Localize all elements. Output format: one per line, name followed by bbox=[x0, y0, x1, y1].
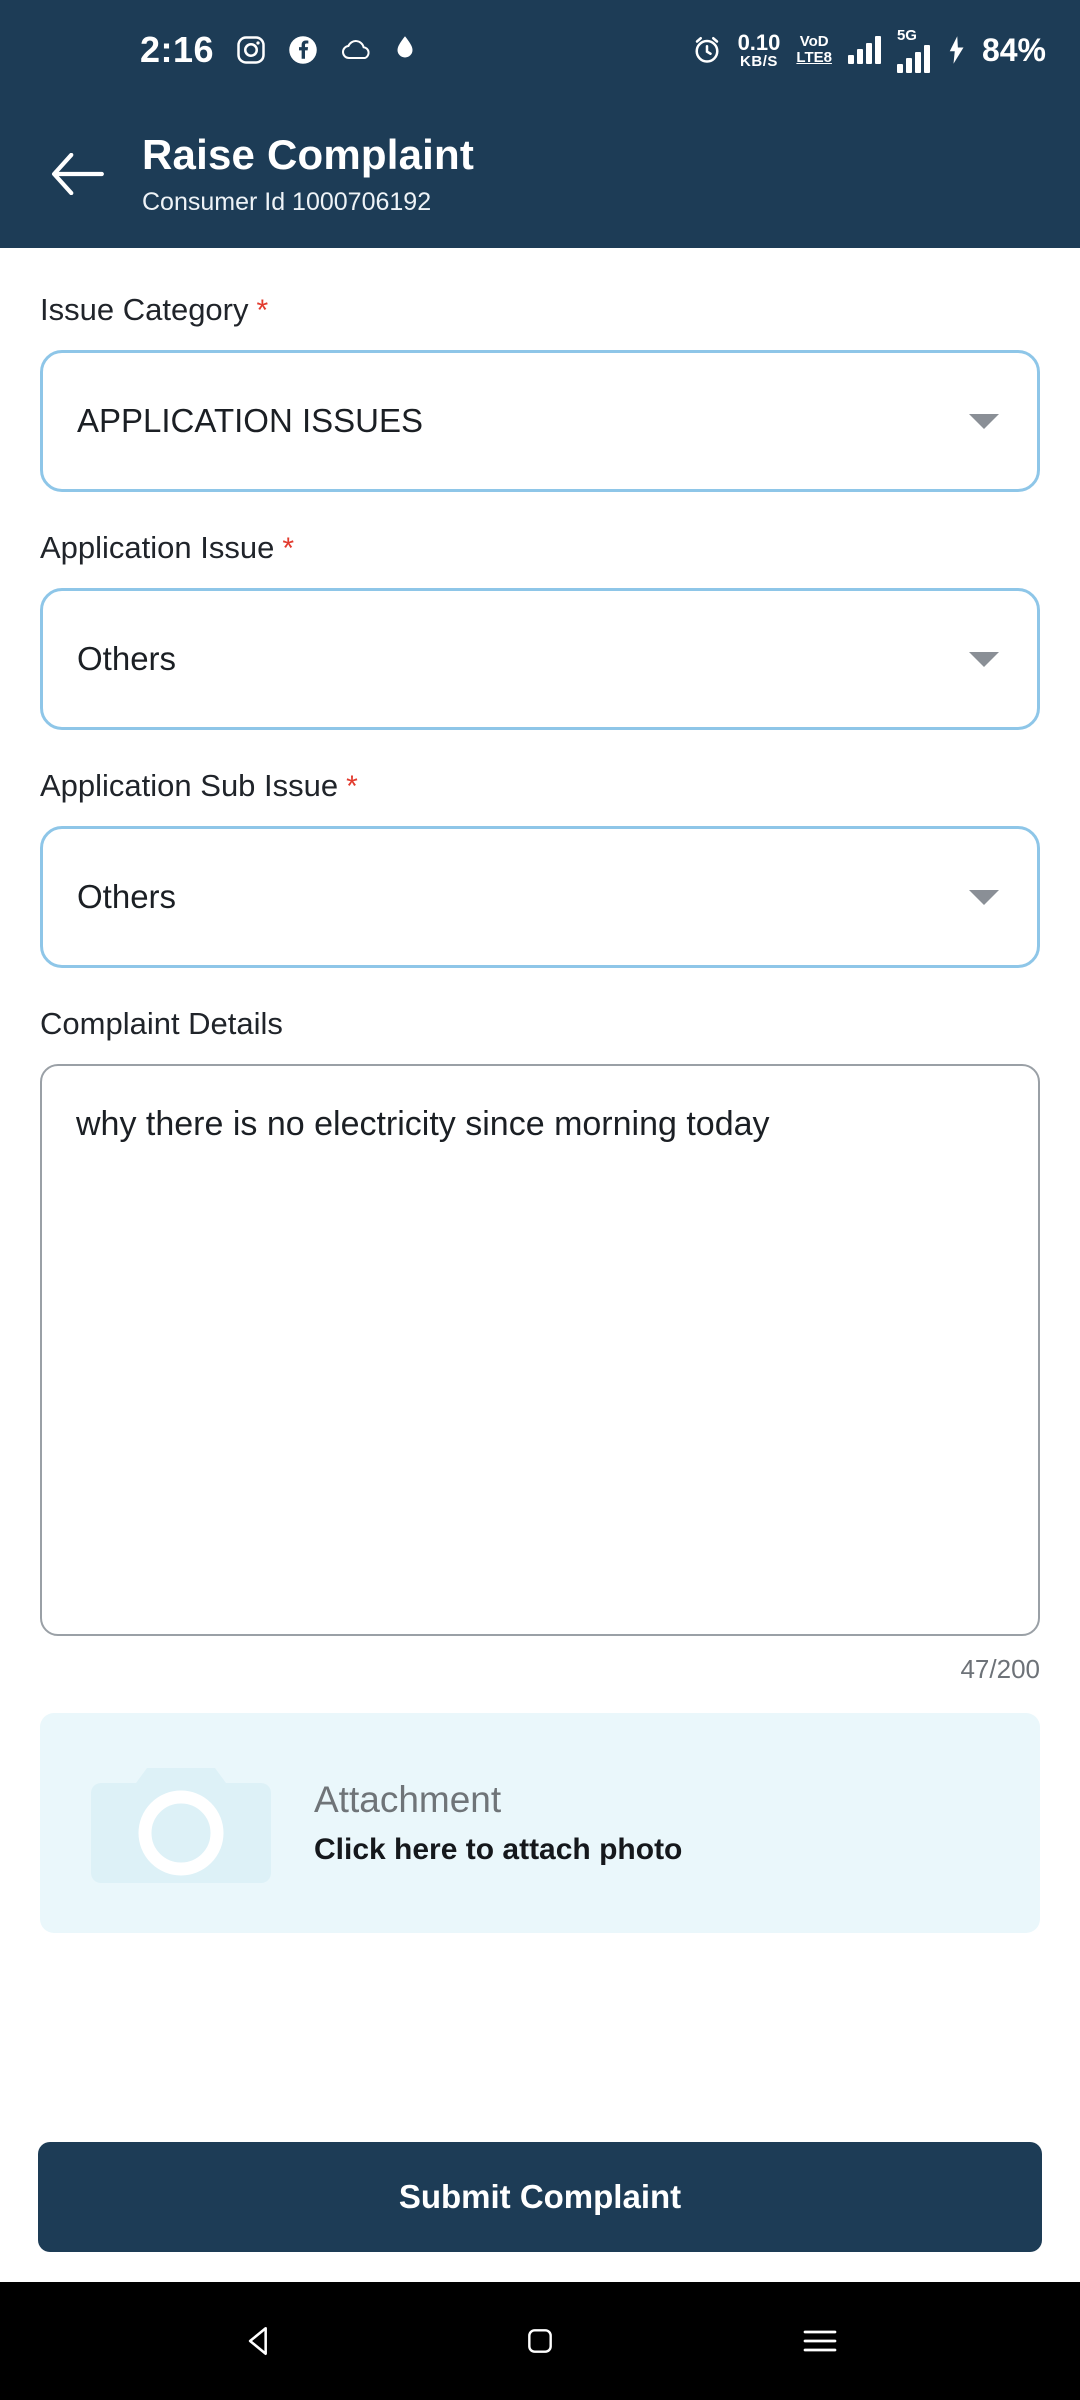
application-issue-label-text: Application Issue bbox=[40, 530, 275, 565]
network-speed-indicator bbox=[737, 29, 781, 70]
complaint-details-input[interactable] bbox=[40, 1064, 1040, 1636]
instagram-icon bbox=[236, 35, 266, 65]
drop-icon bbox=[394, 35, 416, 65]
issue-category-label bbox=[40, 292, 1040, 328]
charging-bolt-icon bbox=[946, 35, 966, 65]
chevron-down-icon bbox=[969, 652, 999, 667]
cloud-icon bbox=[340, 37, 372, 63]
volte-top-text: VoD bbox=[799, 33, 829, 51]
network-speed-unit: KB/S bbox=[740, 52, 778, 70]
chevron-down-icon bbox=[969, 414, 999, 429]
volte-bottom-text: LTE8 bbox=[796, 49, 832, 66]
signal-bars-sim1-icon bbox=[848, 36, 881, 64]
attachment-texts bbox=[314, 1779, 682, 1867]
application-sub-issue-value: Others bbox=[77, 878, 177, 915]
consumer-id-text: Consumer Id 1000706192 bbox=[142, 187, 432, 216]
character-counter: 47/200 bbox=[960, 1654, 1040, 1684]
nav-recents-icon[interactable] bbox=[775, 2296, 865, 2386]
status-bar bbox=[0, 0, 1080, 100]
issue-category-select[interactable] bbox=[40, 350, 1040, 492]
application-sub-issue-select[interactable] bbox=[40, 826, 1040, 968]
complaint-details-value: why there is no electricity since morning today bbox=[76, 1105, 770, 1143]
application-sub-issue-label bbox=[40, 768, 1040, 804]
submit-area bbox=[0, 2142, 1080, 2282]
facebook-icon bbox=[288, 35, 318, 65]
issue-category-label-text: Issue Category bbox=[40, 292, 249, 327]
application-issue-label bbox=[40, 530, 1040, 566]
application-issue-value: Others bbox=[77, 640, 177, 677]
attachment-card[interactable] bbox=[40, 1713, 1040, 1933]
complaint-details-label-text: Complaint Details bbox=[40, 1006, 283, 1041]
required-asterisk: * bbox=[256, 294, 269, 327]
required-asterisk: * bbox=[346, 770, 358, 803]
attachment-subtitle: Click here to attach photo bbox=[314, 1833, 683, 1866]
attachment-title: Attachment bbox=[314, 1779, 502, 1820]
complaint-details-label bbox=[40, 1006, 1040, 1042]
submit-complaint-button[interactable]: Submit Complaint bbox=[38, 2142, 1042, 2252]
network-speed-value: 0.10 bbox=[737, 29, 781, 55]
app-bar-titles bbox=[142, 131, 474, 216]
application-sub-issue-label-text: Application Sub Issue bbox=[40, 768, 339, 803]
page-title: Raise Complaint bbox=[142, 131, 475, 179]
camera-icon bbox=[76, 1743, 286, 1903]
nav-home-icon[interactable] bbox=[495, 2296, 585, 2386]
form-content bbox=[0, 248, 1080, 2142]
system-nav-bar bbox=[0, 2282, 1080, 2400]
network-type-text: 5G bbox=[896, 26, 917, 44]
battery-percent-text: 84% bbox=[981, 31, 1046, 68]
back-arrow-icon[interactable] bbox=[44, 141, 110, 207]
issue-category-value: APPLICATION ISSUES bbox=[77, 402, 423, 439]
application-issue-select[interactable] bbox=[40, 588, 1040, 730]
volte-icon bbox=[796, 34, 832, 66]
chevron-down-icon bbox=[969, 890, 999, 905]
signal-bars-sim2-icon bbox=[897, 28, 930, 73]
required-asterisk: * bbox=[282, 532, 295, 565]
clock-text: 2:16 bbox=[140, 29, 215, 70]
nav-back-icon[interactable] bbox=[215, 2296, 305, 2386]
alarm-icon bbox=[692, 35, 722, 65]
status-bar-left bbox=[140, 29, 416, 71]
status-bar-right bbox=[692, 28, 1046, 73]
app-bar bbox=[0, 100, 1080, 248]
